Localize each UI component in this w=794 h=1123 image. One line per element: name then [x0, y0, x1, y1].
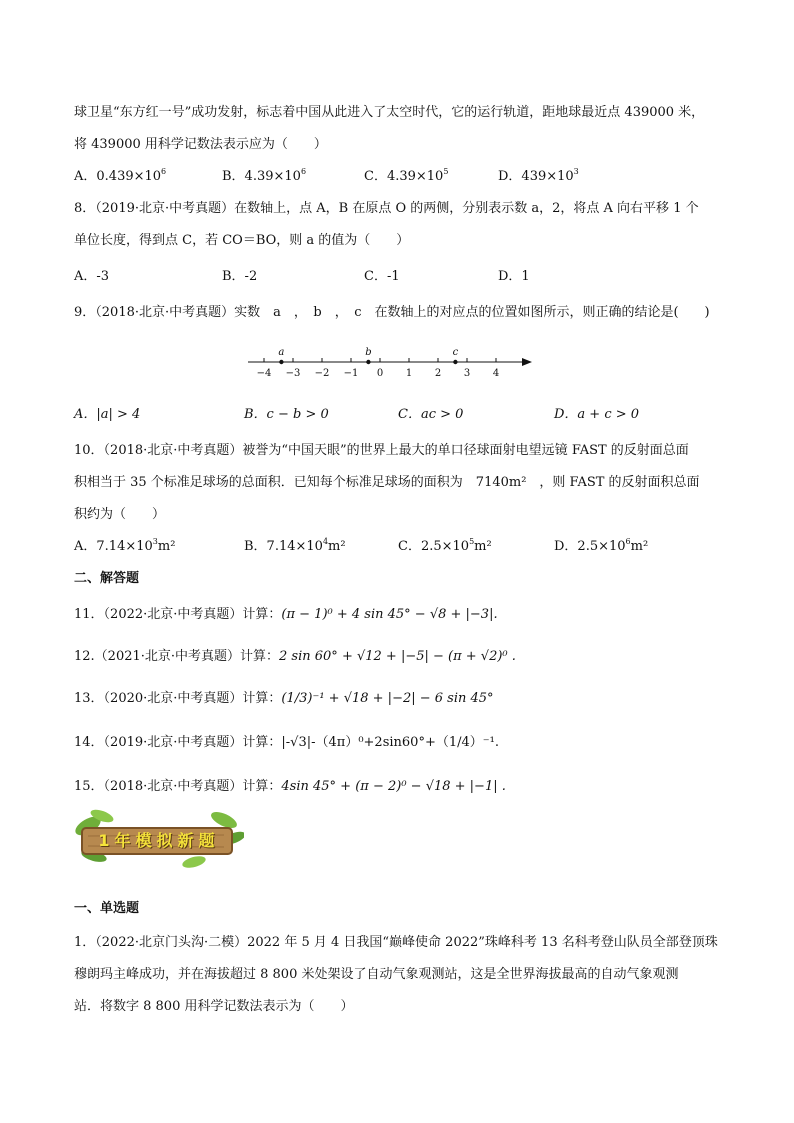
q1-text-line1: 1．（2022·北京门头沟·二模）2022 年 5 月 4 日我国“巅峰使命 2022”珠峰科考 13 名科考登山队员全部登顶珠 — [74, 935, 718, 950]
q13-expr: (1/3)⁻¹ + √18 + |−2| − 6 sin 45° — [281, 691, 494, 706]
q10-option-c[interactable]: C．$2.5\times 10^5m^2$ — [398, 537, 492, 554]
q7-option-b[interactable]: B．$4.39\times 10^6$ — [222, 167, 307, 184]
q12-expr: 2 sin 60° + √12 + |−5| − (π + √2)⁰ . — [279, 649, 516, 664]
number-line-point-label: a — [278, 347, 285, 358]
q10-option-d[interactable]: D．$2.5\times 10^6m^2$ — [554, 537, 649, 554]
q14-expr: |-√3|-（4π）⁰+2sin60°+（1/4）⁻¹. — [281, 735, 499, 750]
q7-option-d[interactable]: D．$439\times 10^3$ — [498, 167, 579, 184]
q10-text-line2: 积相当于 35 个标准足球场的总面积．已知每个标准足球场的面积为 7140m² ，则 FAST 的反射面积总面 — [74, 475, 700, 490]
q13 — [74, 690, 494, 708]
q7-option-a[interactable]: A．$0.439\times 10^6$ — [74, 167, 167, 184]
q8-option-c[interactable]: C．-1 — [364, 269, 400, 284]
number-line-tick-label: 2 — [434, 368, 442, 379]
number-line-arrow-icon — [522, 358, 532, 366]
q7-text-line2: 将 439000 用科学记数法表示应为（ ） — [74, 137, 327, 152]
number-line-tick-label: 3 — [463, 368, 471, 379]
q1-text-line2: 穆朗玛主峰成功，并在海拔超过 8 800 米处架设了自动气象观测站，这是全世界海拔最高的自动气象观测 — [74, 967, 679, 982]
q10-option-b[interactable]: B．$7.14\times 10^4m^2$ — [244, 537, 346, 554]
q15-prefix: 15．（2018·北京·中考真题）计算： — [74, 779, 282, 794]
q9-option-b[interactable]: B．c − b > 0 — [244, 407, 329, 422]
q14 — [74, 734, 499, 752]
q10-option-a[interactable]: A．$7.14\times 10^3m^2$ — [74, 537, 176, 554]
q14-prefix: 14．（2019·北京·中考真题）计算： — [74, 735, 282, 750]
q11-prefix: 11．（2022·北京·中考真题）计算： — [74, 607, 282, 622]
number-line-point-label: b — [365, 347, 372, 358]
q7-option-c[interactable]: C．$4.39\times 10^5$ — [364, 167, 449, 184]
section-title-single-choice: 一、单选题 — [74, 901, 140, 916]
q9-option-c[interactable]: C．ac > 0 — [398, 407, 464, 422]
banner-text: 1年模拟新题 — [98, 831, 220, 850]
section-title-solve: 二、解答题 — [74, 571, 140, 586]
q12 — [74, 648, 516, 666]
q9-options — [74, 406, 724, 424]
q8-text-line1: 8．（2019·北京·中考真题）在数轴上，点 A，B 在原点 O 的两侧，分别表示数 a，2，将点 A 向右平移 1 个 — [74, 201, 699, 216]
q10-text-line1: 10．（2018·北京·中考真题）被誉为“中国天眼”的世界上最大的单口径球面射电望远镜 FAST 的反射面总面 — [74, 443, 689, 458]
q8-option-b[interactable]: B．-2 — [222, 269, 258, 284]
q9-text-line1: 9．（2018·北京·中考真题）实数 a ， b ， c 在数轴上的对应点的位置如图所示，则正确的结论是( ) — [74, 305, 710, 320]
q12-prefix: 12.（2021·北京·中考真题）计算： — [74, 649, 280, 664]
q1-text-line3: 站．将数字 8 800 用科学记数法表示为（ ） — [74, 999, 354, 1014]
q7-text-line1: 球卫星“东方红一号”成功发射，标志着中国从此进入了太空时代，它的运行轨道，距地球最近点 439000 米， — [74, 105, 705, 120]
number-line-tick-label: 1 — [405, 368, 413, 379]
number-line-point-a — [279, 360, 283, 364]
q9-number-line — [240, 340, 540, 380]
q7-options — [74, 168, 724, 186]
number-line-point-label: c — [452, 347, 459, 358]
q8-option-a[interactable]: A．-3 — [74, 269, 110, 284]
number-line-tick-label: 0 — [376, 368, 384, 379]
number-line-tick-label: −4 — [256, 368, 272, 379]
number-line-tick-label: −1 — [343, 368, 359, 379]
number-line-tick-label: −3 — [285, 368, 301, 379]
q8-options — [74, 268, 724, 286]
q13-prefix: 13．（2020·北京·中考真题）计算： — [74, 691, 282, 706]
q8-option-d[interactable]: D．1 — [498, 269, 530, 284]
number-line-tick-label: −2 — [314, 368, 330, 379]
q15 — [74, 778, 506, 796]
q9-option-a[interactable]: A．|a| > 4 — [74, 407, 141, 422]
q8-text-line2: 单位长度，得到点 C，若 CO＝BO，则 a 的值为（ ） — [74, 233, 410, 248]
q11 — [74, 606, 498, 624]
q11-expr: (π − 1)⁰ + 4 sin 45° − √8 + |−3|. — [281, 607, 498, 622]
q10-text-line3: 积约为（ ） — [74, 507, 166, 522]
number-line-tick-label: 4 — [492, 368, 500, 379]
new-questions-banner — [74, 808, 244, 870]
number-line-point-b — [366, 360, 370, 364]
number-line-point-c — [453, 360, 457, 364]
q15-expr: 4sin 45° + (π − 2)⁰ − √18 + |−1| . — [281, 779, 506, 794]
q9-option-d[interactable]: D．a + c > 0 — [554, 407, 640, 422]
q10-options — [74, 538, 724, 556]
